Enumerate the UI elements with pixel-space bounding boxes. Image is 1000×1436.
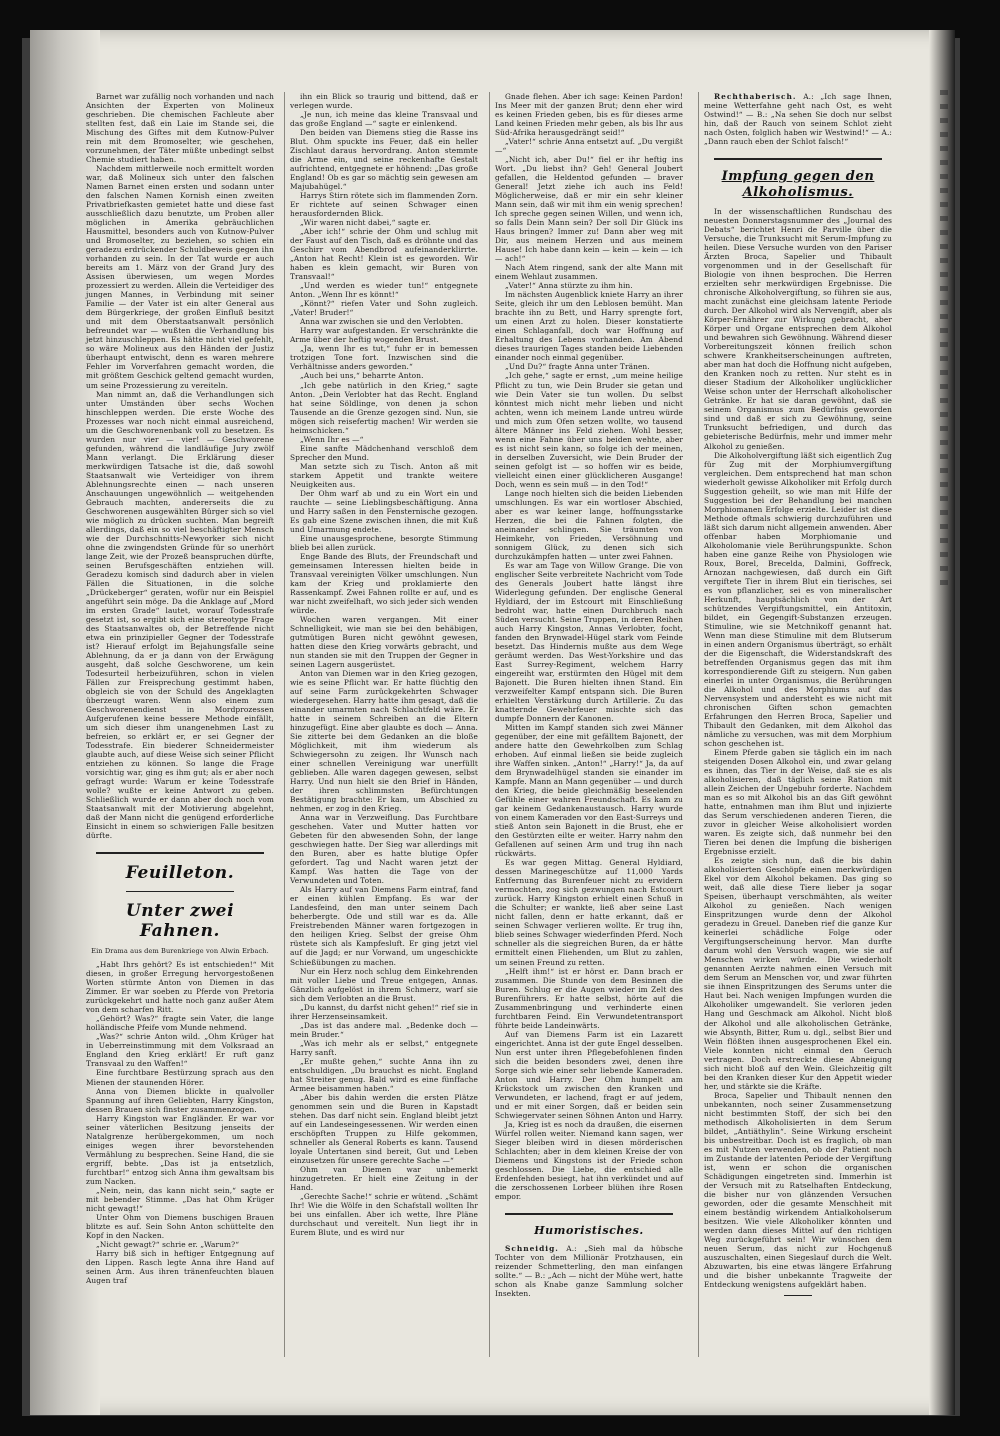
molineux-article [86,92,274,840]
story-paragraph: „Wenn Ihr es —“ [300,434,364,444]
story-paragraph: Harry Kingston war Engländer. Er war vor seiner väterlichen Besitzung jenseits der Natalgrenze herübergekommen, um noch einiges wegen ihrer bevorstehenden Vermählung zu besprechen. Seine Hand, die sie ergriff, bebte. „Das ist ja entsetzlich, furchtbar!“ entzog sich Anna ihm gewaltsam bis zum Nacken. [86,1113,274,1186]
section-divider [714,158,882,163]
story-paragraph: „Nicht ich, aber Du!“ fiel er ihr heftig ins Wort. „Du liebst ihn? Geh! General Joubert gefallen, die Heldentod gefunden — braver General! Jetzt ziehe ich auch ins Feld! Möglicherweise, daß er mir ein sehr kleiner Mann sein, daß wir mit ihm ein wenig sprechen! Ich spreche gegen seinen Willen, und wenn ich, so falls Dein Mann sein? Der soll Dir Glück ins Haus bringen? Immer zu! Dann aber weg mit Dir, aus meinem Herzen und aus meinem Hause! Ich habe dann kein — kein — kein — ich — ach!“ [495,155,683,264]
humor-item [495,1244,683,1298]
story-paragraph: Ohm van Diemen war unbemerkt hinzugetreten. Er hielt eine Zeitung in der Hand. [290,1164,478,1192]
story-title: Unter zwei Fahnen. [125,901,235,942]
story-paragraph: „Habt Ihrs gehört? Es ist entschieden!“ Mit diesen, in großer Erregung hervorgestoßenen Worten stürmte Anton von Diemen in das Zimmer. Er war soeben zu Pferde von Pretoria zurückgekehrt und hatte noch ganz außer Atem von dem scharfen Ritt. [86,960,274,1015]
article-paragraph: Einem Pferde gaben sie täglich ein im nach steigenden Dosen Alkohol ein, und zwar gelang es ihnen, das Tier in der Weise, daß sie es als alkoholisieren, daß täglich seine Ration mit allein Zeichen der Ungebuhr forderte. Nachdem man es so mit Alkohol bis an das Gift gewöhnt hatte, entnahmen man ihm Blut und injizierte das Serum verschiedenen anderen Tieren, die zuvor in gleicher Weise alkoholisiert worden waren. Es zeigte sich, daß nunmehr bei den Tieren bei denen die Impfung die bisherigen Ergebnisse erzielt. [704,748,892,857]
story-paragraph: Anna von Diemen blickte in qualvoller Spannung auf ihren Geliebten, Harry Kingston, dessen Brauen sich finster zusammenzogen. [86,1086,274,1114]
story-paragraph: „Könnt?“ riefen Vater und Sohn zugleich. „Vater! Bruder!“ [290,299,478,318]
story-paragraph: „Er mußte gehen,“ suchte Anna ihn zu entschuldigen. „Du brauchst es nicht. England hat Streiter genug. Bald wird es eine fünffache Armee beisammen haben.“ [290,1056,478,1093]
story-paragraph: Harry war aufgestanden. Er verschränkte die Arme über der heftig wogenden Brust. [290,326,478,345]
story-paragraph: „Du kannst, du darfst nicht gehen!“ rief sie in ihrer Herzenseinsamkeit. [290,1002,478,1021]
article-paragraph: Es zeigte sich nun, daß die bis dahin alkoholisierten Geschöpfe einen merkwürdigen Ekel vor dem Alkohol bekamen. Das ging so weit, daß alle diese Tiere lieber ja sogar Speisen, überhaupt verschmähten, als weiter Alkohol zu genießen. Nach wenigen Einspritzungen wurde denn der Alkohol geradezu in Greuel. Daneben rief die ganze Kur keinerlei schädliche Folge oder Vergiftungserscheinung hervor. Man durfte darum wohl den Versuch wagen, wie sie auf Menschen wirken würde. Die wiederholt genannten Aerzte nahmen einen Versuch mit dem Serum an Menschen vor, und zwar führten sie ihnen Einspritzungen des Serums unter die Haut bei. Nach wenigen Impfungen wurden die Alkoholiker umgewandelt. Sie verloren jeden Hang und Geschmack am Alkohol. Nicht bloß der Alkohol und alle alkoholischen Getränke, wie Absynth, Bitter, Rum u. dgl., selbst Bier und Wein flößten ihnen ausgesprochenen Ekel ein. Viele konnten nicht einmal den Geruch vertragen. Doch erstreckte diese Abneigung sich nicht bloß auf den Wein. Gleichzeitig gilt bei den Kranken dieser Kur den Appetit wieder her, und stärkte sie die Kräfte. [704,856,892,1091]
story-paragraph: Den beiden van Diemens stieg die Rasse ins Blut. Ohm spuckte ins Feuer, daß ein heller Zischlaut daraus hervordrang. Anton stemmte die Arme ein, und seine reckenhafte Gestalt aufrichtend, entgegnete er höhnend: „Das große England! Ob es gar so mächtig sein gewesen am Majubahügel.“ [290,128,478,192]
story-paragraph: Es war gegen Mittag. General Hyldiard, dessen Marinegeschütze auf 11,000 Yards Entfernung das Burenfeuer nicht zu erwidern vermochten, zog sich gezwungen nach Estcourt zurück. Harry Kingston erhielt einen Schuß in die Schulter; er wankte, ließ aber seine Last nicht fallen, denn er hatte erkannt, daß er seinen Schwager verlieren wollte. Er trug ihn, blieb seines Schwager wiederfinden Pferd. Noch schneller als die siegreichen Buren, da er hätte ermittelt einen Fliehenden, um Blut zu zahlen, um seinen Freund zu retten. [495,858,683,967]
story-paragraph: „Das ist das andere mal. „Bedenke doch — mein Bruder.“ [290,1020,478,1039]
story-paragraph: „Ja, wenn Ihr es tut,“ fuhr er in bemessen trotzigen Tone fort. Inzwischen sind die Verhältnisse anders geworden.“ [290,344,478,372]
story-paragraph: Mitten im Kampf standen sich zwei Männer gegenüber, der eine mit gefälltem Bajonett, der andere hatte den Gewehrkolben zum Schlag erhoben. Auf einmal ließen sie beide zugleich ihre Waffen sinken. „Anton!“ „Harry!“ Ja, da auf dem Brynwadelhügel standen sie einander im Kampfe. Mann an Mann gegenüber — und durch den Krieg, die beide gleichmäßig beseelenden Gefühle einer wahren Freundschaft. Es kam zu gar keinem Gedankenaustausch. Harry wurde von einem Kameraden vor den East-Surreys und stieß Anton sein Bajonett in die Brust, ehe er den Gestürzten eilte er weiter. Harry nahm den Gefallenen auf seinen Arm und trug ihn nach rückwärts. [495,723,683,859]
story-paragraph: Gnade flehen. Aber ich sage: Keinen Pardon! Ins Meer mit der ganzen Brut; denn eher wird es keinen Frieden geben, bis es für dieses arme Land keinen Frieden mehr geben, als bis Ihr aus Süd-Afrika herausgedrängt seid!“ [495,92,683,138]
column-4 [704,92,892,1296]
humor-lead: Rechthaberisch. [714,92,797,101]
story-paragraph: ihn ein Blick so traurig und bittend, daß er verlegen wurde. [290,92,478,111]
humor-item [704,92,892,146]
article-paragraph: Man nimmt an, daß die Verhandlungen sich unter Umständen über sechs Wochen hinschleppen werden. Die erste Woche des Prozesses war noch nicht einmal ausreichend, um die Geschworenenbank voll zu besetzen. Es wurden nur vier — vier! — Geschworene gefunden, während die landläufige Jury zwölf Mann verlangt. Die Erklärung dieser merkwürdigen Tatsache ist die, daß sowohl Staatsanwalt wie Verteidiger von ihrem Ablehnungsrechte einen — nach unseren Anschauungen ungewöhnlich — weitgehenden Gebrauch machten, andererseits die zu Geschworenen ausgewählten Bürger sich so viel wie möglich zu drücken suchten. Man begreift allerdings, daß ein so viel beschäftigter Mensch wie der Durchschnitts-Newyorker sich nicht ohne die zwingendsten Gründe für so unerhört lange Zeit, wie der Prozeß beanspruchen dürfte, seinen Berufsgeschäften entziehen will. Geradezu komisch sind dadurch aber in vielen Fällen die Situationen, in die solche „Drückeberger“ geraten, wofür nur ein Beispiel angeführt sein möge. Da die Anklage auf „Mord im ersten Grade“ lautet, worauf Todesstrafe gesetzt ist, so ergibt sich eine stereotype Frage des Staatsanwaltes ob, der Betreffende nicht etwa ein prinzipieller Gegner der Todesstrafe ist? Hierauf erfolgt im Bejahungsfalle seine Ablehnung, da er ja dann von der Erwägung ausgeht, daß solche Geschworene, um kein Todesurteil herbeizuführen, schon in vielen Fällen zur Freisprechung gestimmt haben, obgleich sie von der Schuld des Angeklagten überzeugt waren. Wenn also einem zum Geschworenendienst in Mordprozessen Aufgerufenen keine bessere Methode einfällt, um sich dieser ihm unangenehmen Last zu befreien, so erklärt er, er sei Gegner der Todesstrafe. Ein biederer Schneidermeister glaubte auch, auf diese Weise sich seiner Pflicht entziehen zu können. So lange die Frage vorsichtig war, ging es ihm gut; als er aber noch gefragt wurde: Warum er keine Todesstrafe wolle? wußte er keine Antwort zu geben. Schließlich wurde er dann aber doch noch vom Staatsanwalt mit der Motivierung abgelehnt, daß der Mann nicht die genügend erforderliche Einsicht in einem so schwierigen Falle besitzen dürfte. [86,389,274,841]
story-paragraph: Nur ein Herz noch schlug dem Einkehrenden mit voller Liebe und Treue entgegen, Annas. Gänzlich aufgelöst in ihrem Schmerz, warf sie sich dem Verlobten an die Brust. [290,966,478,1003]
story-paragraph: „Gehört? Was?“ fragte sein Vater, die lange holländische Pfeife vom Munde nehmend. [86,1014,274,1033]
article-paragraph: In der wissenschaftlichen Rundschau des neuesten Donnerstagsnummer des „Journal des Debats“ berichtet Henri de Parville über die Versuche, die Trunksucht mit Serum-Impfung zu heilen. Diese Versuche wurden von den Pariser Ärzten Broca, Sapelier und Thibault vorgenommen und in der Gesellschaft für Biologie von ihnen besprochen. Die Herren erzielten sehr merkwürdigen Ergebnisse. Die chronische Alkoholvergiftung, so führen sie aus, macht zunächst eine gleichsam latente Periode durch. Der Alkohol wird als Nervengift, aber als Körper-Ernährer zur Wirkung gebracht, aber Körper und Organe entsprechen dem Alkohol und bewahren sich Gewöhnung. Während dieser Vorbereitungszeit können freilich schon schwere Krankheitserscheinungen auftreten, aber man hat doch die Hoffnung nicht aufgeben, den Kranken noch zu retten. Nur steht es in dieser Stadium der Alkoholiker unglücklicher Weise schon unter der Herrschaft alkoholischer Getränke. Er hat sie daran gewöhnt, daß sie seinem Organismus zum Bedürfnis geworden sind und daß er sich zu Gewöhnung, seine Trunksucht befriedigen, und durch das gebieterische Bedürfnis, mehr und immer mehr Alkohol zu genießen. [704,207,892,451]
story-paragraph: Eine unausgesprochene, besorgte Stimmung blieb bei allen zurück. [290,533,478,552]
section-divider [96,852,264,857]
story-paragraph: „Nein, nein, das kann nicht sein,“ sagte er mit bebender Stimme. „Das hat Ohm Krüger nicht gewagt!“ [86,1185,274,1213]
column-rule [489,92,490,1357]
article-paragraph: Broca, Sapelier und Thibault nennen den unbekannten, noch seiner Zusammensetzung nicht bestimmten Stoff, der sich bei den methodisch Alkoholisierten in dem Serum bildet, „Antiäthylin“. Seine Wirkung erscheint bis unbestreitbar. Doch ist es fraglich, ob man es mit Nutzen verwenden, ob der Patient noch im Zustande der latenten Periode der Vergiftung ist, wenn er schon die organischen Schädigungen eingetreten sind. Immerhin ist der Versuch mit zu Ratselhaften Entdeckung, die bisher nur von glänzenden Versuchen geworden, oder die gesamte Menschheit mit einem beständig wirkendem Antialkoholserum besitzen. Wie viele Alkoholiker könnten und werden dann dieses Mittel auf den richtigen Weg zurückgeführt sein! Wir wünschen dem neuen Serum, das nicht zur Hochgenuß auszuschalten, einen Siegeslauf durch die Welt. Abzuwarten, bis eine etwas längere Erfahrung und die bisher unbekannte Tragweite der Entdeckung wenigstens aufgeklärt haben. [704,1090,892,1289]
story-paragraph: „Auch bei uns,“ beharrte Anton. [300,371,424,381]
story-paragraph: „Nicht gewagt?“ schrie er. „Warum?“ [96,1239,240,1249]
story-paragraph: „Je nun, ich meine das kleine Transvaal und das große England —“ sagte er einlenkend. [290,110,478,129]
story-paragraph: „Was?“ schrie Anton wild. „Ohm Krüger hat in Ueberreinstimmung mit dem Volksraad an England den Krieg erklärt! Er ruft ganz Transvaal zu den Waffen!“ [86,1032,274,1069]
story-text [86,960,274,1285]
section-divider [126,891,234,895]
story-paragraph: „Vater!“ schrie Anna entsetzt auf. „Du vergißt —“ [495,137,683,156]
story-paragraph: Wochen waren vergangen. Mit einer Schnelligkeit, wie man sie bei den behäbigen, gutmütigen Buren nicht gewöhnt gewesen, hatten diese den Krieg vorwärts gebracht, und nun standen sie mit den Truppen der Gegner in seinen Lagern ausgerüstet. [290,614,478,669]
feuilleton-heading: Feuilleton. [125,863,235,884]
story-paragraph: Lange noch hielten sich die beiden Liebenden umschlungen. Es war ein wortloser Abschied, aber es war keiner lange, hoffnungsstarke Herzen, die bei die Fahnen folgten, die aneinander schlingen. Sie träumten von Heimkehr, von Frieden, Versöhnung und sonnigem Glück, zu denen sich sich durchzukämpfen hatten — unter zwei Fahnen. [495,488,683,561]
story-paragraph: Harry biß sich in heftiger Entgegnung auf den Lippen. Rasch legte Anna ihre Hand auf seinen Arm. Aus ihren tränenfeuchten blauen Augen traf [86,1248,274,1285]
story-paragraph: Harrys Stirn rötete sich im flammenden Zorn. Er richtete auf seinen Schwager einen herausfordernden Blick. [290,191,478,219]
story-paragraph: Anton van Diemen war in den Krieg gezogen, wie es seine Pflicht war. Er hatte flüchtig den auf seine Farm zurückgekehrten Schwager wiedergesehen. Harry hatte ihm gesagt, daß die einander umarmten nach Schlachtfeld wäre. Er hatte in seinem Schreiben an die Eltern hinzugefügt. Eine aber glaubte es doch — Anna. Sie zitterte bei dem Gedanken an die bloße Möglichkeit, mit ihm wiederum als Schwiegersohn zu zeigen. Ihr Wunsch nach einer schnellen Vereinigung war unerfüllt geblieben. Alle waren dagegen gewesen, selbst Harry. Und nun hielt sie den Brief in Händen, der ihren schlimmsten Befürchtungen Bestätigung brachte: Er kam, um Abschied zu nehmen, er zog in den Krieg. [290,669,478,814]
column-1 [86,92,274,1285]
story-paragraph: „Aber bis dahin werden die ersten Plätze genommen sein und die Buren in Kapstadt stehen. Das darf nicht sein. England bleibt jetzt auf ein Landeseingesessenen. Wir werden einen erschöpften Truppen zu Hilfe gekommen, schneller als General Roberts es kann. Tausend loyale Untertanen sind bereit, Gut und Leben einzusetzen für unsere gerechte Sache —“ [290,1092,478,1165]
adjacent-page-edge [939,90,949,1390]
story-paragraph: „Was ich mehr als er selbst,“ entgegnete Harry sanft. [290,1038,478,1057]
column-3 [495,92,683,1298]
story-paragraph: Nach Atem ringend, sank der alte Mann mit einem Wehlaut zusammen. [495,263,683,282]
story-paragraph: „Und Du?“ fragte Anna unter Tränen. [505,362,650,372]
article-paragraph: Barnet war zufällig noch vorhanden und nach Ansichten der Experten von Molineux geschrieben. Die chemischen Fachleute aber stellten fest, daß ein Laie im Stande sei, die Mischung des Giftes mit dem Kutnow-Pulver rein mit dem Bromoselter, wie geschehen, vorzunehmen, der Täter müßte unbedingt selbst Chemie studiert haben. [86,92,274,165]
section-divider [505,1213,673,1218]
story-paragraph: „Helft ihm!“ ist er hörst er. Dann brach er zusammen. Die Stunde von dem Besinnen die Buren. Schlug er die Augen wieder im Zelt des Burenführers. Er hatte selbst, hörte auf die Zusammenbringung und verhinderte einen furchtbaren Feind. Ein Verwundetentransport führte beide Landeinwärts. [495,966,683,1030]
story-paragraph: „Vater!“ Anna stürzte zu ihm hin. [505,281,633,291]
humor-lead: Schneidig. [505,1243,559,1253]
story-paragraph: Auf van Diemens Farm ist ein Lazarett eingerichtet. Anna ist der gute Engel desselben. Nun erst unter ihren Pflegebefohlenen finden sich die beiden besonders zwei, denen ihre Sorge sich wie einer sehr liebende Kameraden. Anton und Harry. Der Ohm humpelt am Krückstock um zwischen den Kranken und Verwundeten, er lachend, fragt er auf jedem, und er mit einer Sorgen, daß er beiden sein Schwiegervater seinen Söhnen Anton und Harry. [495,1029,683,1120]
story-paragraph: „Aber ich!“ schrie der Ohm und schlug mit der Faust auf den Tisch, daß es dröhnte und das Geschirr vom Abendbrod aufeinanderklirrte. „Anton hat Recht! Klein ist es geworden. Wir haben es klein gemacht, wir Buren von Transvaal!“ [290,227,478,282]
story-paragraph: Im nächsten Augenblick kniete Harry an ihrer Seite, gleich ihr um den Leblosen bemüht. Man brachte ihn zu Bett, und Harry sprengte fort, um einen Arzt zu holen. Dieser konstatierte einen Schlaganfall, doch war Hoffnung auf Erhaltung des Lebens vorhanden. Am Abend dieses traurigen Tages standen beide Liebenden einander noch einmal gegenüber. [495,290,683,363]
story-paragraph: „Ich gehe,“ sagte er ernst, „um meine heilige Pflicht zu tun, wie Dein Bruder sie getan und wie Dein Vater sie tun wollen. Du selbst könntest mich nicht mehr lieben und nicht achten, wenn ich meinem Lande untreu würde und mich zum Ofen setzen wollte, wo tausend ältere Männer ins Feld ziehen. Wohl besser, wenn eine Fahne über uns beiden wehte, aber es ist nicht sein kann, so folge ich der meinen, in derselben Zuversicht, wie Dein Bruder der seinen gefolgt ist — so hoffen wir es beide, vielleicht einen einer glücklicheren Ausgange! Doch, wenn es sein muß — in den Tod!“ [495,371,683,489]
story-paragraph: „Gerechte Sache!“ schrie er wütend. „Schämt Ihr! Wie die Wölfe in den Schafstall wollten Ihr bei uns einfallen. Aber ich wette, Ihre Pläne durchschaut und vereitelt. Nun liegt ihr in Eurem Blute, und es wird nur [290,1191,478,1237]
humor-text: A.: „Ich sage Ihnen, meine Wetterfahne geht nach Ost, es weht Ostwind!“ — B.: „Na sehen Sie doch nur selbst hin, daß der Rauch von seinem Schlot zieht nach Osten, folglich haben wir Westwind!“ — A.: „Dann rauch eben der Schlot falsch!“ [704,92,892,147]
story-paragraph: Anna war zwischen sie und den Verlobten. [300,317,464,327]
story-paragraph: Anna war in Verzweiflung. Das Furchtbare geschehen. Vater und Mutter hatten vor Gebeten für den abwesenden Sohn, der lange geschwiegen hatte. Der Sieg war allerdings mit den Buren, aber es hatte blutige Opfer gefordert. Tag und Nacht waren jetzt der Kampf. Was hatten die Tage von der Verwundeten und Toten. [290,813,478,886]
story-paragraph: Der Ohm warf ab und zu ein Wort ein und rauchte — seine Lieblingsbeschäftigung. Anna und Harry saßen in den Fensternische gezogen. Es gab eine Szene zwischen ihnen, die mit Kuß und Umarmung endete. [290,488,478,534]
story-paragraph: Es war am Tage von Willow Grange. Die von englischer Seite verbreitete Nachricht vom Tode des Generals Joubert hatte längst ihre Widerlegung gefunden. Der englische General Hyldiard, der im Estcourt mit Einschließung bedroht war, hatte einen Durchbruch nach Süden versucht. Seine Truppen, in deren Reihen auch Harry Kingston, Annas Verlobter, focht, fanden den Brynwadel-Hügel stark vom Feinde besetzt. Das Hindernis mußte aus dem Wege geräumt werden. Das West-Yorkshire und das East Surrey-Regiment, welchem Harry eingereiht war, erstürmten den Hügel mit dem Bajonett. Die Buren hielten ihnen Stand. Ein verzweifelter Kampf entspann sich. Die Buren erhielten Verstärkung durch Artillerie. Zu das knatternde Gewehrfeuer mischte sich das dumpfe Donnern der Kanonen. [495,560,683,724]
story-paragraph: „Ich gebe natürlich in den Krieg,“ sagte Anton. „Dein Verlobter hat das Recht. England hat seine Söldlinge, von denen ja schon Tausende an die Grenze gezogen sind. Nun, sie mögen sich reisefertig machen! Wir werden sie heimschicken.“ [290,380,478,435]
end-rule [784,1295,812,1296]
story-paragraph: Unter Ohm von Diemens buschigen Brauen blitzte es auf. Sein Sohn Anton schüttelte den Kopf in den Nacken. [86,1212,274,1240]
story-paragraph: Eine sanfte Mädchenhand verschloß dem Sprecher den Mund. [290,443,478,462]
story-byline: Ein Drama aus dem Burenkriege von Alwin Erbach. [91,947,269,956]
article-title: Impfung gegen den Alkoholismus. [721,169,875,201]
column-rule [284,92,285,1357]
article-paragraph: Nachdem mittlerweile noch ermittelt worden war, daß Molineux sich unter den falschen Namen Barnet einen ersten und sodann unter den falschen Namen Kornish einen zweiten Privatbriefkasten gemietet hatte und diese fast ausschließlich dazu benutzte, um Proben aller möglichen in Amerika gebräuchlichen Hausmittel, besonders auch von Kutnow-Pulver und Bromoselter, zu beziehen, so schien ein geradezu erdrückender Schuldbeweis gegen ihn vorhanden zu sein. In der Tat wurde er auch bereits am 1. März von der Grand Jury des Assisen überwiesen, um wegen Mordes prozessiert zu werden. Allein die Verteidiger des jungen Mannes, in Verbindung mit seiner Familie — der Vater ist ein alter General aus dem Bürgerkriege, der großen Einfluß besitzt und mit dem Oberstaatsanwalt persönlich befreundet war — wußten die Verhandlung bis jetzt hinzuschleppen. Es hätte nicht viel gefehlt, so wäre Molineux aus den Händen der Justiz überhaupt entwischt, denn es waren mehrere Fehler im Vorverfahren gemacht worden, die mit größtem Geschick geltend gemacht wurden, um seine Prozessierung zu vereiteln. [86,164,274,390]
humor-text: A.: „Sieh mal da hübsche Tochter von dem Millionär Protzhausen, ein reizender Schmetterling, den man einfangen sollte.“ — B.: „Ach — nicht der Mühe wert, hatte schon als Knabe ganze Sammlung solcher Insekten. [495,1243,683,1298]
story-paragraph: Man setzte sich zu Tisch. Anton aß mit starkem Appetit und trankte weitere Neuigkeiten aus. [290,461,478,489]
story-paragraph: Ja, Krieg ist es noch da draußen, die eisernen Würfel rollen weiter. Niemand kann sagen, wer Sieger bleiben wird in diesen mörderischen Schlachten; aber in dem kleinen Kreise der von Diemens und Kingstons ist der Friede schon geschlossen. Die Liebe, die entschied alle Erdenfehden besiegt, hat ihn verkündet und auf die zerschossenen Lorbeer blühen ihre Rosen empor. [495,1119,683,1201]
story-paragraph: Eine furchtbare Bestürzung sprach aus den Mienen der staunenden Hörer. [86,1068,274,1087]
article-paragraph: Die Alkoholvergiftung läßt sich eigentlich Zug für Zug mit der Morphiumvergiftung vergleichen. Dem entsprechend hat man schon wiederholt gewisse Alkoholiker mit Erfolg durch Suggestion geheilt, so wie man mit Hilfe der Suggestion bei der Behandlung bei manchen Morphiomanen Erfolge erzielte. Leider ist diese Methode oftmals schwierig durchzuführen und läßt sich darum nicht allgemein anwenden. Aber offenbar haben Morphiomanie und Alkoholomanie viele Berührungspunkte. Schon haben eine ganze Reihe von Physiologen wie Roux, Borel, Brecelda, Dalmini, Goffreck, Arnozan nachgewiesen, daß durch ein Gift vergiftete Tier in ihrem Blut ein tierisches, sei es von pflanzlicher, sei es von mineralischer Herkunft, hauptsächlich von der Art schützendes Vergiftungsmittel, ein Antitoxin, bildet, ein Gegengift-Substanzen erzeugen. Stimuline, wie sie Metchnikoff genannt hat. Wenn man diese Stimuline mit dem Blutserum in einen andern Organismus überträgt, so erhält der die Eigenschaft, die Widerstandskraft des betreffenden Organismus gegen das mit ihm korrespondierende Gift zu steigern. Nun gaben einerlei in unter Organismus, die Berührungen die Alkohol und des Morphiums auf das Nervensystem und andersteht es wie nicht mit chronischen Giften schon gemachten Erfahrungen den Herren Broca, Sapelier und Thibault den Gedanken, mit dem Alkohol das nämliche zu versuchen, was mit dem Morphium schon geschehen ist. [704,450,892,749]
column-rule [698,92,699,1357]
story-paragraph: „Und werden es wieder tun!“ entgegnete Anton. „Wenn Ihr es könnt!“ [290,281,478,300]
story-paragraph: „Wir waren nicht dabei,“ sagte er. [300,218,431,228]
column-2 [290,92,478,1237]
story-paragraph: Enge Bande des Bluts, der Freundschaft und gemeinsamen Interessen hielten beide in Transvaal vereinigten Völker umschlungen. Nun kam der Krieg und proklamierte den Rassenkampf. Zwei Fahnen rollte er auf, und es war nicht zweifelhaft, wo sich jeder sich wenden würde. [290,551,478,615]
humor-heading: Humoristisches. [534,1223,644,1237]
story-paragraph: Als Harry auf van Diemens Farm eintraf, fand er einen kühlen Empfang. Es war der Landesfeind, den man unter seinem Dach beherbergte. Ode und still war es da. Alle Freistrebenden Männer waren fortgezogen in den heiligen Krieg. Selbst der greise Ohm rüstete sich als Kampfesluft. Er ging jetzt viel auf die Jagd; er nur Vorwand, um ungeschickte Schießübungen zu machen. [290,885,478,967]
